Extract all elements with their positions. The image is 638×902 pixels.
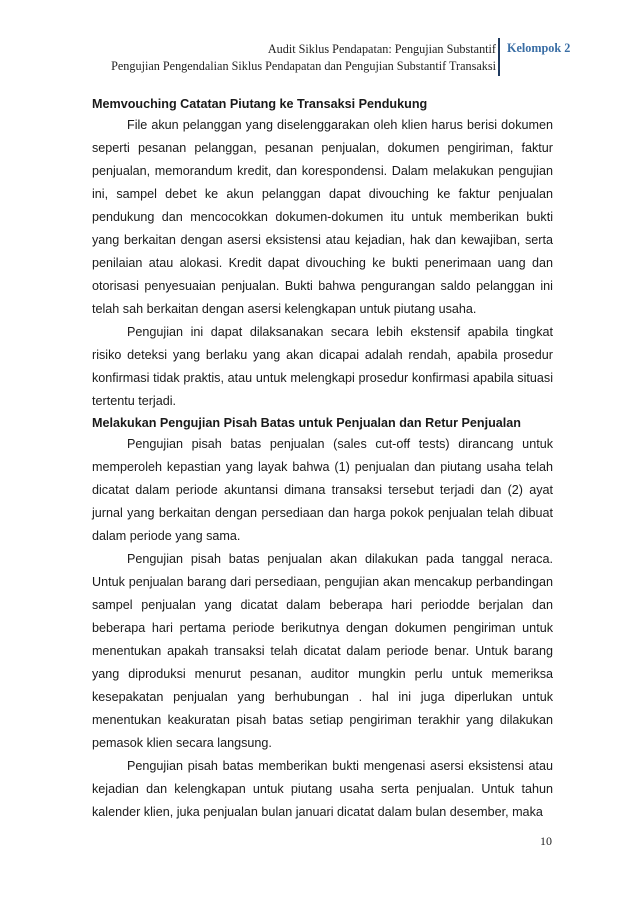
body-paragraph: Pengujian pisah batas penjualan (sales cut-off tests) dirancang untuk memperoleh kepastian yang layak bahwa (1) penjualan dan piutang usaha telah dicatat dalam periode akuntansi dimana transaksi tersebut terjadi dan (2) ayat jurnal yang berkaitan dengan persediaan dan harga pokok penjualan telah dibuat dalam periode yang sama.: [92, 437, 553, 543]
page-number: 10: [540, 834, 552, 848]
header-divider: [498, 38, 500, 76]
running-header: [111, 41, 496, 75]
header-group-label: Kelompok 2: [507, 41, 571, 55]
body-paragraph: Pengujian ini dapat dilaksanakan secara lebih ekstensif apabila tingkat risiko deteksi yang berlaku yang akan dicapai adalah rendah, apabila prosedur konfirmasi tidak praktis, atau untuk melengkapi prosedur konfirmasi apabila situasi tertentu terjadi.: [92, 325, 553, 408]
section-heading-cutoff: Melakukan Pengujian Pisah Batas untuk Penjualan dan Retur Penjualan: [92, 416, 521, 430]
header-title-line-1: Audit Siklus Pendapatan: Pengujian Substantif: [267, 42, 496, 56]
body-paragraph: Pengujian pisah batas penjualan akan dilakukan pada tanggal neraca. Untuk penjualan barang dari persediaan, pengujian akan mencakup perbandingan sampel penjualan yang dicatat dalam beberapa hari periodde berjalan dan beberapa hari pertama periode berikutnya dengan dokumen pengiriman untuk menentukan apakah transaksi telah dicatat dalam periode benar. Untuk barang yang diproduksi menurut pesanan, auditor mungkin perlu untuk memeriksa kesepakatan penjualan yang berhubungan . hal ini juga diperlukan untuk menentukan keakuratan pisah batas setiap pengiriman terakhir yang dilakukan pemasok klien secara langsung.: [92, 552, 553, 750]
body-paragraph: Pengujian pisah batas memberikan bukti mengenasi asersi eksistensi atau kejadian dan kelengkapan untuk piutang usaha serta penjualan. Untuk tahun kalender klien, juka penjualan bulan januari dicatat dalam bulan desember, maka: [92, 759, 553, 819]
section-heading-vouching: Memvouching Catatan Piutang ke Transaksi Pendukung: [92, 97, 428, 111]
body-paragraph: File akun pelanggan yang diselenggarakan oleh klien harus berisi dokumen seperti pesanan pelanggan, pesanan penjualan, dokumen pengiriman, faktur penjualan, memorandum kredit, dan korespondensi. Dalam melakukan pengujian ini, sampel debet ke akun pelanggan dapat divouching ke faktur penjualan pendukung dan mencocokkan dokumen-dokumen itu untuk memberikan bukti yang berkaitan dengan asersi eksistensi atau kejadian, hak dan kewajiban, serta penilaian atau alokasi. Kredit dapat divouching ke bukti penerimaan uang dan otorisasi penyesuaian penjualan. Bukti bahwa pengurangan saldo pelanggan ini telah sah berkaitan dengan asersi kelengkapan untuk piutang usaha.: [92, 118, 553, 316]
page-body: [92, 94, 553, 824]
header-title-line-2: Pengujian Pengendalian Siklus Pendapatan dan Pengujian Substantif Transaksi: [111, 59, 496, 73]
